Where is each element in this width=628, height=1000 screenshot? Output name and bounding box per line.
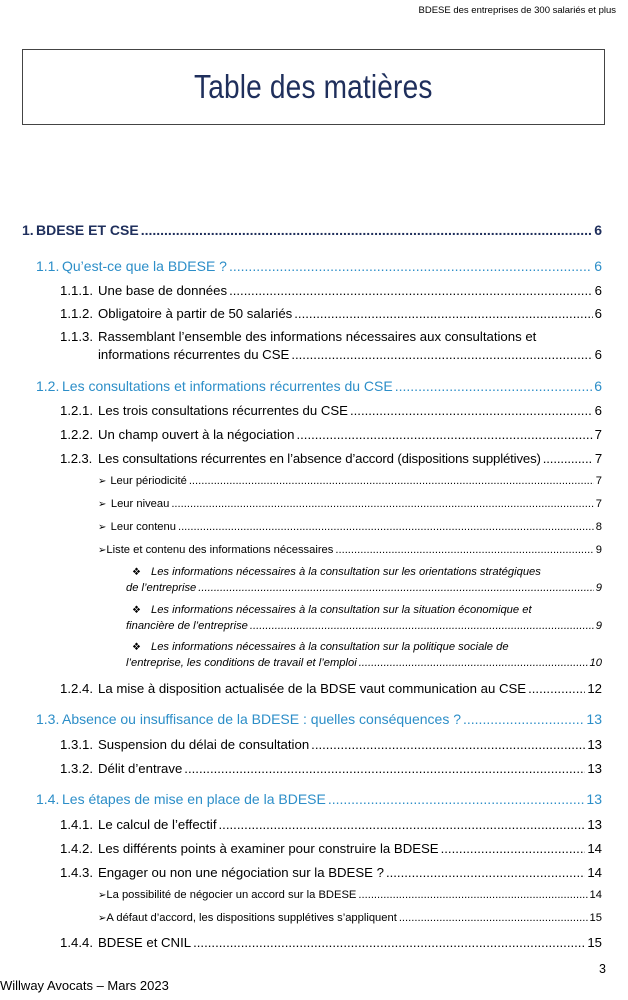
- arrow-bullet-icon: ➢: [98, 476, 107, 487]
- dot-leader: [198, 582, 593, 594]
- arrow-bullet-icon: ➢: [98, 522, 107, 533]
- toc-entry-1-2-4[interactable]: 1.2.4. La mise à disposition actualisée de la BDSE vaut communication au CSE ..... 12: [60, 681, 602, 696]
- dot-leader: [358, 889, 587, 901]
- page-number: 13: [587, 817, 602, 832]
- dot-leader: [250, 620, 594, 632]
- toc-entry-1-1-3[interactable]: 1.1.3. Rassemblant l’ensemble des informations nécessaires aux consultations et informations récurrentes du CSE ..... 6: [60, 329, 602, 362]
- page-header: BDESE des entreprises de 300 salariés et plus: [418, 5, 616, 16]
- page-number: 6: [594, 403, 602, 418]
- toc-entry-negocier-accord[interactable]: ➢ La possibilité de négocier un accord sur la BDESE ..... 14: [98, 889, 602, 901]
- dot-leader: [543, 451, 593, 466]
- dot-leader: [350, 403, 593, 418]
- dot-leader: [229, 258, 592, 274]
- toc-entry-1-4-2[interactable]: 1.4.2. Les différents points à examiner pour construire la BDESE ..... 14: [60, 841, 602, 856]
- toc-entry-orientations-strategiques[interactable]: ❖ Les informations nécessaires à la consultation sur les orientations stratégiques de l’entreprise ..... 9: [126, 566, 602, 594]
- page-number: 6: [594, 347, 602, 362]
- page-number: 13: [586, 791, 602, 807]
- toc-entry-1-3[interactable]: 1.3. Absence ou insuffisance de la BDESE : quelles conséquences ? ..... 13: [36, 711, 602, 727]
- arrow-bullet-icon: ➢: [98, 545, 107, 556]
- dot-leader: [184, 761, 585, 776]
- toc-entry-1-4[interactable]: 1.4. Les étapes de mise en place de la BDESE ..... 13: [36, 791, 602, 807]
- toc-entry-1-1-2[interactable]: 1.1.2. Obligatoire à partir de 50 salariés ..... 6: [60, 306, 602, 321]
- dot-leader: [335, 544, 593, 556]
- page-number: 14: [587, 865, 602, 880]
- dot-leader: [296, 427, 592, 442]
- footer-page-number: 3: [599, 962, 606, 976]
- dot-leader: [386, 865, 585, 880]
- toc-entry-contenu[interactable]: ➢ Leur contenu ..... 8: [98, 521, 602, 533]
- dot-leader: [178, 521, 594, 533]
- page-number: 12: [587, 681, 602, 696]
- page-number: 9: [595, 544, 602, 556]
- dot-leader: [291, 347, 592, 362]
- toc-entry-1-1-1[interactable]: 1.1.1. Une base de données ..... 6: [60, 283, 602, 298]
- toc-entry-1-2-2[interactable]: 1.2.2. Un champ ouvert à la négociation ..... 7: [60, 427, 602, 442]
- diamond-bullet-icon: ❖: [132, 567, 141, 578]
- page-number: 15: [589, 912, 602, 924]
- page-number: 9: [595, 620, 602, 632]
- toc-entry-1-2-1[interactable]: 1.2.1. Les trois consultations récurrentes du CSE ..... 6: [60, 403, 602, 418]
- page-number: 6: [594, 222, 602, 238]
- arrow-bullet-icon: ➢: [98, 499, 107, 510]
- diamond-bullet-icon: ❖: [132, 605, 141, 616]
- dot-leader: [141, 222, 593, 238]
- toc-entry-liste-contenu[interactable]: ➢ Liste et contenu des informations nécessaires ..... 9: [98, 544, 602, 556]
- dot-leader: [311, 737, 585, 752]
- toc-entry-1-4-4[interactable]: 1.4.4. BDESE et CNIL ..... 15: [60, 935, 602, 950]
- dot-leader: [294, 306, 592, 321]
- page-number: 7: [595, 475, 602, 487]
- page-number: 13: [587, 737, 602, 752]
- toc-entry-1-3-2[interactable]: 1.3.2. Délit d’entrave ..... 13: [60, 761, 602, 776]
- page-number: 14: [587, 841, 602, 856]
- toc-entry-periodicite[interactable]: ➢ Leur périodicité ..... 7: [98, 475, 602, 487]
- toc-entry-1-2[interactable]: 1.2. Les consultations et informations récurrentes du CSE ..... 6: [36, 378, 602, 394]
- dot-leader: [395, 378, 592, 394]
- page-number: 6: [594, 258, 602, 274]
- dot-leader: [528, 681, 585, 696]
- toc-entry-defaut-accord[interactable]: ➢ A défaut d’accord, les dispositions supplétives s’appliquent ..... 15: [98, 912, 602, 924]
- page-number: 15: [587, 935, 602, 950]
- page-number: 6: [594, 283, 602, 298]
- page-number: 14: [589, 889, 602, 901]
- toc-entry-1-2-3[interactable]: 1.2.3. Les consultations récurrentes en l’absence d’accord (dispositions supplétives) ..... 7: [60, 451, 602, 466]
- dot-leader: [229, 283, 593, 298]
- dot-leader: [441, 841, 586, 856]
- arrow-bullet-icon: ➢: [98, 913, 107, 924]
- page-number: 8: [595, 521, 602, 533]
- toc-entry-1-1[interactable]: 1.1. Qu’est-ce que la BDESE ? ..... 6: [36, 258, 602, 274]
- toc-entry-situation-economique[interactable]: ❖ Les informations nécessaires à la consultation sur la situation économique et financière de l’entreprise ..... 9: [126, 604, 602, 632]
- page-number: 9: [595, 582, 602, 594]
- toc-entry-1-4-1[interactable]: 1.4.1. Le calcul de l’effectif ..... 13: [60, 817, 602, 832]
- dot-leader: [171, 498, 593, 510]
- arrow-bullet-icon: ➢: [98, 890, 107, 901]
- dot-leader: [189, 475, 594, 487]
- page-number: 13: [586, 711, 602, 727]
- toc-entry-politique-sociale[interactable]: ❖ Les informations nécessaires à la consultation sur la politique sociale de l’entreprise, les conditions de travail et l’emploi ..... 10: [126, 641, 602, 669]
- page-number: 6: [594, 306, 602, 321]
- dot-leader: [328, 791, 585, 807]
- toc-entry-niveau[interactable]: ➢ Leur niveau ..... 7: [98, 498, 602, 510]
- dot-leader: [463, 711, 584, 727]
- page-title: Table des matières: [194, 68, 433, 105]
- page-number: 6: [594, 378, 602, 394]
- page-number: 7: [594, 451, 602, 466]
- page-number: 13: [587, 761, 602, 776]
- dot-leader: [399, 912, 588, 924]
- page-footer: Willway Avocats – Mars 2023: [0, 978, 169, 993]
- toc-entry-1-3-1[interactable]: 1.3.1. Suspension du délai de consultation ..... 13: [60, 737, 602, 752]
- toc-entry-1[interactable]: 1. BDESE ET CSE ..... 6: [22, 222, 602, 238]
- dot-leader: [193, 935, 585, 950]
- toc-entry-1-4-3[interactable]: 1.4.3. Engager ou non une négociation sur la BDESE ? ..... 14: [60, 865, 602, 880]
- dot-leader: [219, 817, 586, 832]
- page-number: 7: [595, 498, 602, 510]
- dot-leader: [359, 657, 588, 669]
- page-number: 7: [594, 427, 602, 442]
- diamond-bullet-icon: ❖: [132, 642, 141, 653]
- page-number: 10: [589, 657, 602, 669]
